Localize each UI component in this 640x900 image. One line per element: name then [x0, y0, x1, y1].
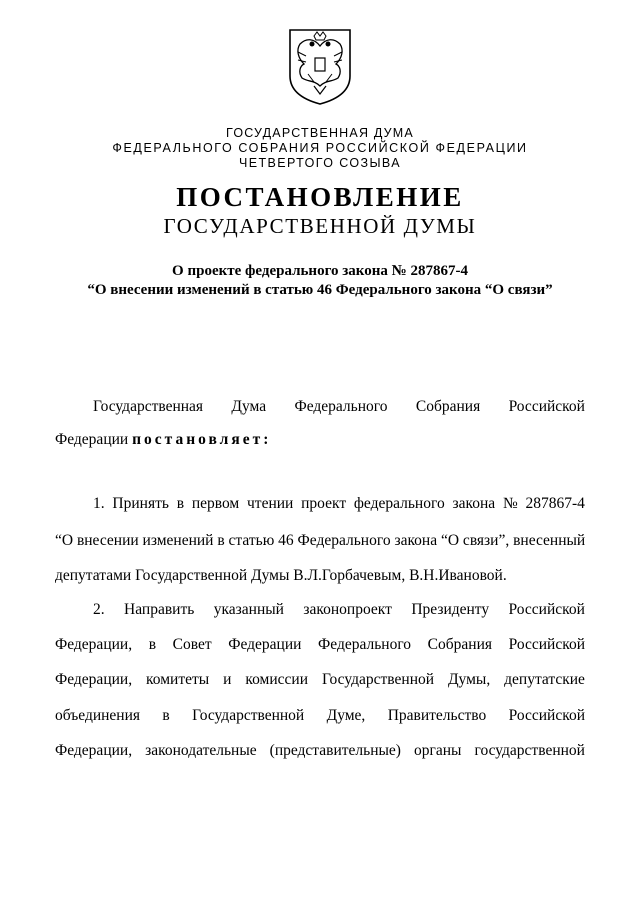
word: органы: [414, 742, 462, 759]
p2-line-1: [93, 600, 585, 620]
word: Собрания: [427, 636, 492, 653]
word: законодательные: [145, 742, 257, 759]
word: Федерального: [318, 636, 412, 653]
word: №: [502, 495, 518, 512]
subject-line-2: “О внесении изменений в статью 46 Федерального закона “О связи”: [87, 282, 553, 298]
p1-line-1: [93, 494, 585, 514]
header-line-3: ЧЕТВЕРТОГО СОЗЫВА: [239, 156, 401, 170]
word: 287867-4: [525, 495, 585, 512]
p2-line-3: [55, 670, 585, 690]
word: Принять: [112, 495, 169, 512]
word: Президенту: [411, 601, 490, 618]
document-title: ПОСТАНОВЛЕНИЕ: [176, 182, 464, 212]
word: Российской: [508, 601, 585, 618]
word: Федерации,: [55, 636, 133, 653]
resolution-verb: постановляет:: [132, 431, 272, 448]
p1-line-3: депутатами Государственной Думы В.Л.Горбачевым, В.Н.Ивановой.: [55, 567, 507, 584]
word: 1.: [93, 495, 105, 512]
preamble-line-2: [55, 430, 585, 450]
word: и: [223, 671, 232, 688]
word: комиссии: [245, 671, 308, 688]
word: Думе,: [326, 707, 366, 724]
word: Федерации,: [55, 671, 133, 688]
word: чтении: [247, 495, 294, 512]
word: в: [148, 636, 157, 653]
word: депутатские: [504, 671, 585, 688]
word: Дума: [231, 398, 267, 415]
word: Государственной: [192, 707, 305, 724]
word: объединения: [55, 707, 141, 724]
word: Российской: [508, 707, 585, 724]
word: в: [162, 707, 170, 724]
p1-line-2: “О внесении изменений в статью 46 Федерального закона “О связи”, внесенный: [55, 532, 586, 549]
word: федерального: [353, 495, 445, 512]
p2-line-4: [55, 706, 585, 726]
word: Федерального: [294, 398, 388, 415]
preamble-line-1: [93, 397, 585, 417]
word: Российской: [508, 398, 585, 415]
word: 2.: [93, 601, 105, 618]
word: (представительные): [269, 742, 401, 759]
word: Правительство: [387, 707, 487, 724]
word: Направить: [124, 601, 195, 618]
word: в: [176, 495, 185, 512]
word: Совет: [172, 636, 212, 653]
word: проект: [301, 495, 347, 512]
header-line-1: ГОСУДАРСТВЕННАЯ ДУМА: [226, 126, 414, 140]
word: государственной: [474, 742, 585, 759]
word: первом: [191, 495, 240, 512]
word: Государственной: [321, 671, 435, 688]
header-line-2: ФЕДЕРАЛЬНОГО СОБРАНИЯ РОССИЙСКОЙ ФЕДЕРАЦИИ: [112, 141, 528, 155]
word: Думы,: [447, 671, 491, 688]
russian-coat-of-arms-icon: [284, 24, 356, 108]
word: Федерации,: [55, 742, 133, 759]
preamble-start: Федерации: [55, 431, 129, 448]
word: Государственная: [93, 398, 204, 415]
word: Российской: [508, 636, 585, 653]
word: указанный: [213, 601, 284, 618]
word: комитеты: [146, 671, 210, 688]
document-subtitle: ГОСУДАРСТВЕННОЙ ДУМЫ: [163, 214, 477, 238]
p2-line-5: [55, 741, 585, 761]
p2-line-2: [55, 635, 585, 655]
word: Собрания: [415, 398, 481, 415]
word: закона: [452, 495, 496, 512]
subject-line-1: О проекте федерального закона № 287867-4: [172, 263, 468, 279]
word: Федерации: [228, 636, 302, 653]
word: законопроект: [303, 601, 392, 618]
